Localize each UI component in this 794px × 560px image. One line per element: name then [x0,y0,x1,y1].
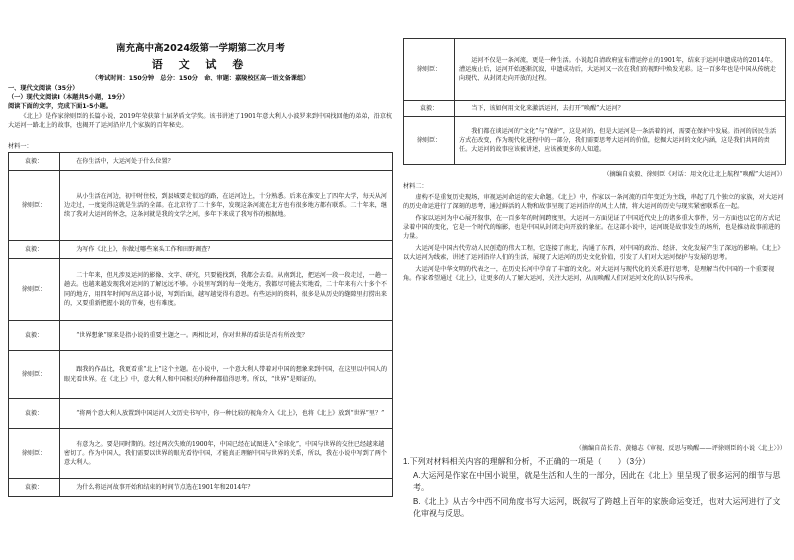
dialogue-row [9,259,393,321]
source-note-2: （摘编自苗长青、黄德志《审视、反思与唤醒——评徐则臣的小说〈北上〉》） [575,445,786,452]
dialogue-table-right [403,38,786,165]
utterance-cell: “世界想象”原来是指小说的重要主题之一。两相比对，你对世界的看法是否有所改变？ [60,321,393,351]
option-a: A.大运河是作家在中国小说里，就是生活和人生的一部分，因此在《北上》里呈现了很多运河的细节与思考。 [413,471,781,492]
dialogue-row [9,429,393,479]
material-label-2: 材料二： [403,183,428,190]
question-1: 1.下列对材料相关内容的理解和分析，不正确的一项是（ ）（3分） [403,457,651,466]
material2-paragraph: 作家以运河为中心展开叙事，在一百多年的时间跨度里，大运河一方面见证了中国近代史上的诸多重大事件，另一方面也以它的方式记录着中国的变化，它是一个时代的缩影，也是中国从封闭走向开放的象征。在这部小说中，运河既是故事发生的场所，也是推动故事前进的力量。 [403,215,781,240]
dialogue-table-left [8,152,393,497]
speaker-cell: 袁毅： [9,153,60,171]
utterance-cell: 为写作《北上》，你做过哪些案头工作和田野调查？ [60,241,393,259]
utterance-cell: 当下，该如何用文化来激活运河，去打开“唤醒”大运河？ [455,101,786,117]
dialogue-row [404,39,786,101]
utterance-cell: 为什么将运河故事开始和结束的时间节点选在1901年和2014年？ [60,479,393,497]
dialogue-row [9,399,393,429]
speaker-cell: 徐则臣： [9,171,60,241]
exam-title: 南充高中高2024级第一学期第二次月考 [116,43,285,54]
speaker-cell: 袁毅： [9,241,60,259]
dialogue-row [9,321,393,351]
material-label: 材料一： [8,143,33,150]
intro-paragraph: 《北上》是作家徐则臣的长篇小说，2019年荣获第十届茅盾文学奖。该书讲述了1901年意大利人小波罗来到中国找回他的弟弟，沿京杭大运河一路北上的故事，也揭开了运河沿岸几个家族的百年秘史。 [8,113,393,129]
speaker-cell: 徐则臣： [404,117,455,165]
utterance-cell: 二十年来，但凡涉及运河的影像、文字、研究，只要能找到，我都会去看。从南到北，把运河一段一段走过，一趟一趟去。也越来越发现我对运河的了解远远不够。小说里写到的每一处地方，我都尽可能去实地看，二十年来有六十多个不同的地方，用四年时间写出这部小说，写到后面，越写越觉得有意思。有些运河的资料，很多是从历史的缝隙里打捞出来的，又要重新把握小说的节奏，也有难度。 [60,259,393,321]
subject-title: 语 文 试 卷 [151,58,250,71]
speaker-cell: 袁毅： [9,321,60,351]
dialogue-row [9,351,393,399]
dialogue-row [404,101,786,117]
material2-body [403,193,786,286]
speaker-cell: 袁毅： [9,479,60,497]
speaker-cell: 徐则臣： [9,259,60,321]
speaker-cell: 徐则臣： [9,429,60,479]
speaker-cell: 徐则臣： [9,351,60,399]
material2-paragraph: 大运河是中华文明的代表之一，在历史长河中孕育了丰富的文化。对大运河与现代化的关系进行思考，是理解当代中国的一个重要视角。作家希望通过《北上》，让更多的人了解大运河，关注大运河，从而唤醒人们对运河文化的认识与传承。 [403,266,775,282]
material2-paragraph: 大运河是中国古代劳动人民创造的伟大工程，它连接了南北，沟通了东西，对中国的政治、经济、文化发展产生了深远的影响。《北上》以大运河为线索，讲述了运河沿岸人们的生活，展现了大运河的历史文化价值，引发了人们对大运河保护与发展的思考。 [403,245,784,261]
utterance-cell: 运河不仅是一条河流，更是一种生活。小说起自清政府宣布漕运停止的1901年，结束于运河申遗成功的2014年。漕运废止后，运河开始逐渐沉寂，申遗成功后，大运河又一次在我们的视野中焕发光彩。这一百多年也是中国从传统走向现代、从封闭走向开放的过程。 [455,39,786,101]
material2-paragraph: 虚构不是重复历史现场，审视运河命运的宏大命题。《北上》中，作家以一条河流的百年变迁为主线，串起了几个独立的家族，对大运河的历史命运进行了深刻的思考，通过鲜活的人物和故事呈现了运河沿岸的风土人情，将大运河的历史与现实紧密联系在一起。 [403,194,784,210]
section-heading: 一、现代文阅读（35分） [8,85,79,92]
dialogue-row [9,171,393,241]
utterance-cell: 在你生活中，大运河处于什么位置？ [60,153,393,171]
utterance-cell: “将两个意大利人放置到中国运河人文历史书写中，你一种比较的视角介入《北上》，也将《北上》放到“世界”里？” [60,399,393,429]
dialogue-row [404,117,786,165]
dialogue-row [9,241,393,259]
exam-info: （考试时间：150分钟 总分：150分 命、审题：嘉陵校区高一语文备课组） [91,75,310,82]
option-b: B.《北上》从古今中西不同角度书写大运河，既叙写了跨越上百年的家族命运变迁，也对大运河进行了文化审视与反思。 [413,497,781,518]
dialogue-row [9,479,393,497]
source-note-1: （摘编自袁毅、徐则臣《对话：用文化让北上航程“唤醒”大运河》） [603,171,786,178]
utterance-cell: 有意为之。要是同时期的。经过两次失败的1900年，中国已经在试图进入“全球化”，中国与世界的交往已经越来越密切了。作为中国人，我们需要以世界的眼光看待中国，才能真正理解中国与世界的关系，所以，我在小说中写到了两个意大利人。 [60,429,393,479]
dialogue-row [9,153,393,171]
utterance-cell: 跟我的作品比，我更看重“北上”这个主题。在小说中，一个意大利人带着对中国的想象来到中国，在这里以中国人的眼光看世界。在《北上》中，意大利人和中国相关的种种都值得思考。所以，“世界”是辩证的。 [60,351,393,399]
sub-heading: （一）现代文阅读Ⅰ（本题共5小题，19分） [8,94,129,101]
utterance-cell: 我们都在谈运河的“文化”与“保护”，这是对的，但是大运河是一条活着的河，需要在保护中发展。沿河的居民生活方式在改变，作为现代化进程中的一部分，我们需要思考大运河的价值，挖掘大运河的文化内涵，这是我们共同的责任。大运河的故事应该被讲述，应该被更多的人知道。 [455,117,786,165]
utterance-cell: 从小生活在河边，初中时住校，到县城要走很远的路，在运河边上，十分熟悉。后来在淮安上了四年大学，每天从河边走过，一度觉得这就是生活的全部。在北京待了二十多年，发现这条河流在北方也有很多地方都有联系。二十年来，继续了我对大运河的怀念，这条河就是我的文学之河，多年下来成了我写作的根据地。 [60,171,393,241]
speaker-cell: 徐则臣： [404,39,455,101]
instruction: 阅读下面的文字，完成下面1-5小题。 [8,103,112,110]
speaker-cell: 袁毅： [9,399,60,429]
speaker-cell: 袁毅： [404,101,455,117]
